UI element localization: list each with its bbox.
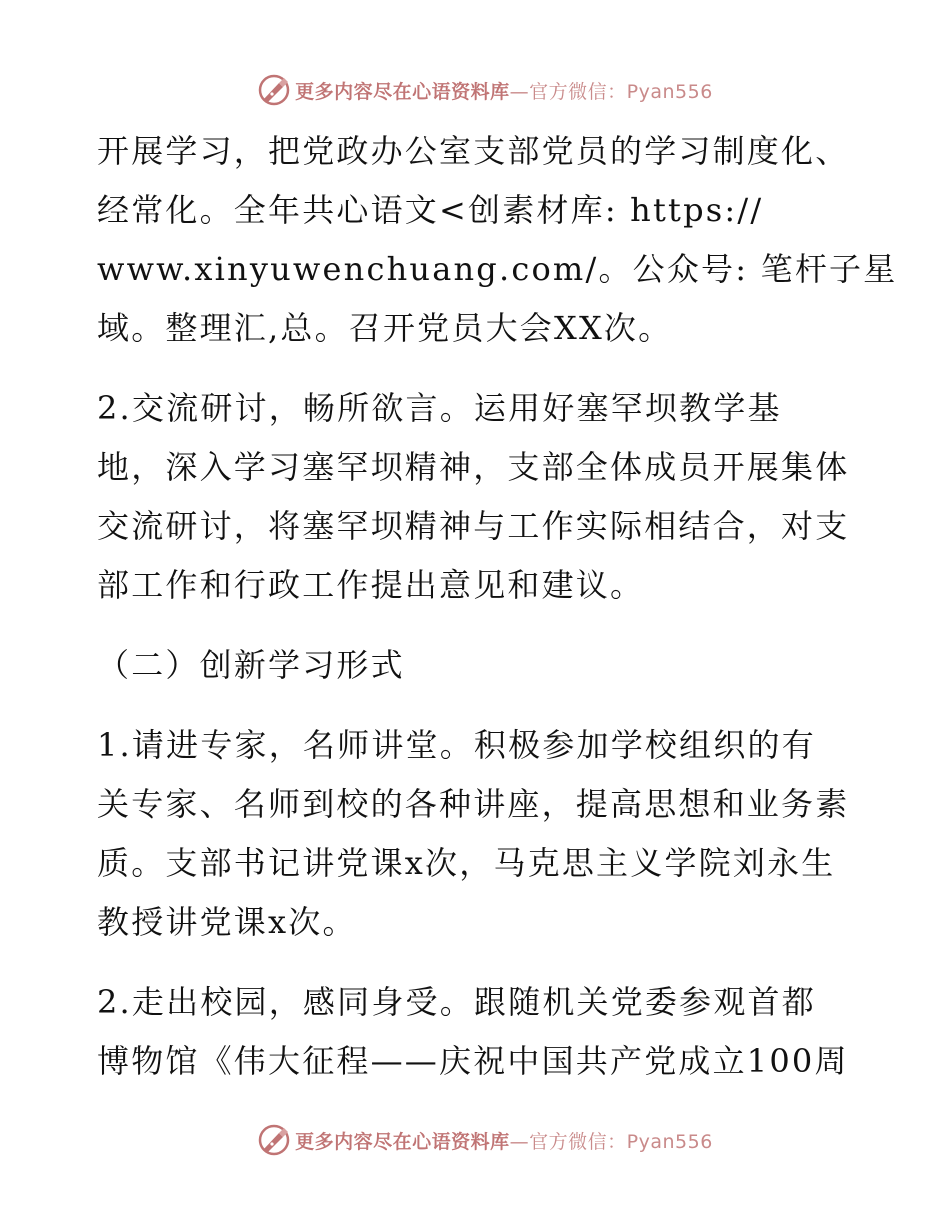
paragraph-exchange-discussion <box>97 379 857 615</box>
text-line: 经常化。全年共心语文<创素材库: https:// <box>97 191 764 229</box>
watermark-text <box>295 1127 713 1154</box>
watermark-contact: 官方微信：Pyan556 <box>529 1130 713 1153</box>
text-line: 质。支部书记讲党课x次，马克思主义学院刘永生 <box>97 844 836 882</box>
text-line: 地，深入学习塞罕坝精神，支部全体成员开展集体 <box>97 448 850 486</box>
text-line: （二）创新学习形式 <box>97 646 405 684</box>
paragraph-go-out-campus <box>97 973 857 1091</box>
watermark-banner-inner <box>257 1123 713 1157</box>
paragraph-study-regularization <box>97 122 898 358</box>
text-line: 关专家、名师到校的各种讲座，提高思想和业务素 <box>97 785 850 823</box>
text-line: 开展学习，把党政办公室支部党员的学习制度化、 <box>97 132 850 170</box>
pen-nib-seal-icon <box>257 73 291 107</box>
text-line: 部工作和行政工作提出意见和建议。 <box>97 566 645 604</box>
text-line: 域。整理汇,总。召开党员大会XX次。 <box>97 309 673 347</box>
text-line: 交流研讨，将塞罕坝精神与工作实际相结合，对支 <box>97 507 850 545</box>
text-line: 教授讲党课x次。 <box>97 903 357 941</box>
watermark-banner-top <box>0 70 950 110</box>
watermark-contact: 官方微信：Pyan556 <box>529 80 713 103</box>
watermark-separator: — <box>509 1130 530 1153</box>
watermark-text <box>295 77 713 104</box>
watermark-banner-bottom <box>0 1120 950 1160</box>
pen-nib-seal-icon <box>257 1123 291 1157</box>
section-heading-innovate-learning <box>97 636 857 695</box>
watermark-separator: — <box>509 80 530 103</box>
document-body <box>97 122 898 1091</box>
text-line: 1.请进专家，名师讲堂。积极参加学校组织的有 <box>97 726 816 764</box>
watermark-brand: 更多内容尽在心语资料库 <box>295 1130 510 1153</box>
paragraph-invite-experts <box>97 716 857 952</box>
text-line: www.xinyuwenchuang.com/。公众号: 笔杆子星 <box>97 250 898 288</box>
text-line: 2.走出校园，感同身受。跟随机关党委参观首都 <box>97 983 816 1021</box>
text-line: 博物馆《伟大征程——庆祝中国共产党成立100周 <box>97 1042 849 1080</box>
text-line: 2.交流研讨，畅所欲言。运用好塞罕坝教学基 <box>97 389 782 427</box>
watermark-brand: 更多内容尽在心语资料库 <box>295 80 510 103</box>
watermark-banner-inner <box>257 73 713 107</box>
